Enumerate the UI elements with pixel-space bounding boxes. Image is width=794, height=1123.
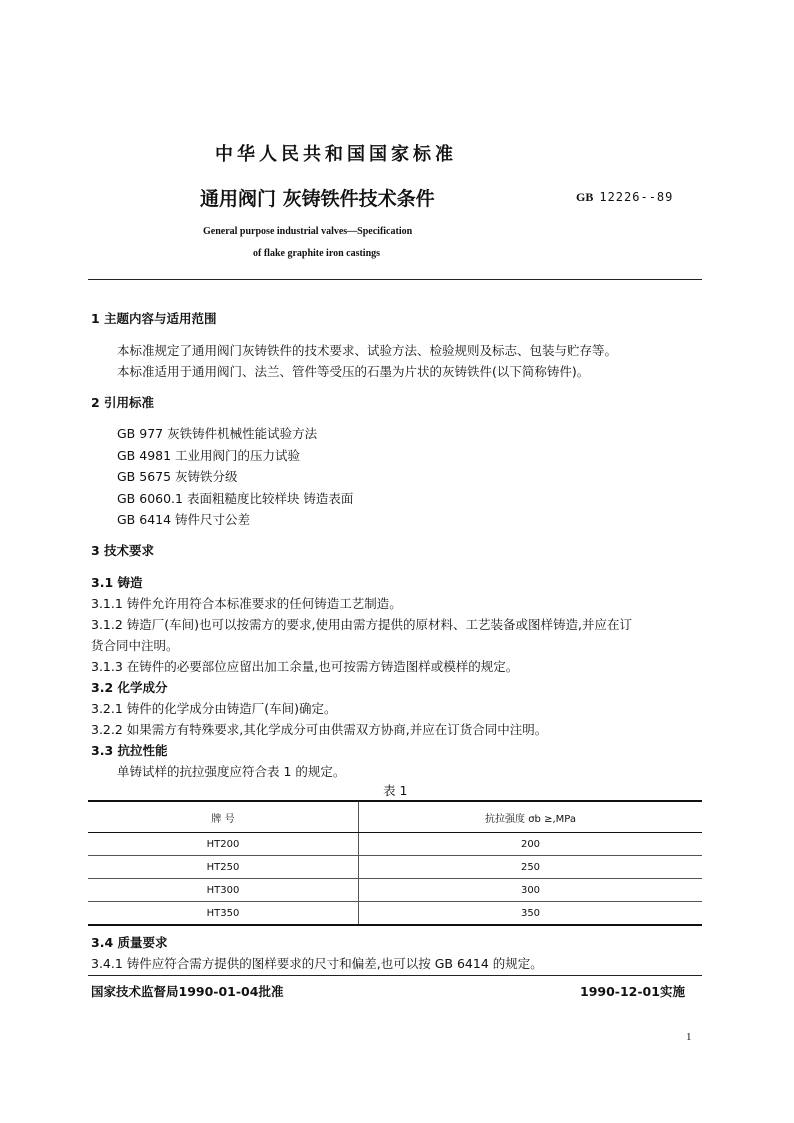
table-header-grade: 牌 号 (88, 801, 359, 833)
reference-item: GB 6414 铸件尺寸公差 (117, 512, 251, 527)
section-3-2-title: 3.2 化学成分 (91, 680, 168, 695)
reference-item: GB 5675 灰铸铁分级 (117, 469, 238, 484)
strength-cell: 300 (359, 879, 703, 902)
clause-3-1-2-b: 货合同中注明。 (91, 638, 179, 653)
code-number: 12226--89 (599, 190, 674, 204)
page-number: 1 (686, 1031, 692, 1043)
reference-item: GB 6060.1 表面粗糙度比较样块 铸造表面 (117, 491, 354, 506)
code-prefix: GB (576, 190, 594, 204)
clause-3-1-1: 3.1.1 铸件允许用符合本标准要求的任何铸造工艺制造。 (91, 596, 402, 611)
document-title: 通用阀门 灰铸铁件技术条件 (200, 188, 435, 210)
grade-cell: HT250 (88, 856, 359, 879)
clause-3-1-2-a: 3.1.2 铸造厂(车间)也可以按需方的要求,使用由需方提供的原材料、工艺装备或图样铸造,并应在订 (91, 617, 632, 632)
grade-cell: HT350 (88, 902, 359, 926)
tensile-strength-table (88, 800, 702, 926)
title-en-line1: General purpose industrial valves—Specification (203, 226, 413, 237)
section-2-title: 2 引用标准 (91, 395, 155, 410)
effective-date: 1990-12-01实施 (580, 984, 685, 999)
table-caption: 表 1 (383, 783, 408, 798)
title-en-line2: of flake graphite iron castings (253, 248, 381, 259)
table-header-row (88, 801, 702, 833)
section-3-3-title: 3.3 抗拉性能 (91, 743, 168, 758)
section-1-title: 1 主题内容与适用范围 (91, 311, 217, 326)
strength-cell: 200 (359, 833, 703, 856)
table-header-strength: 抗拉强度 σb ≥,MPa (359, 801, 703, 833)
clause-3-2-1: 3.2.1 铸件的化学成分由铸造厂(车间)确定。 (91, 701, 337, 716)
standard-code (576, 190, 673, 205)
clause-3-2-2: 3.2.2 如果需方有特殊要求,其化学成分可由供需双方协商,并应在订货合同中注明。 (91, 722, 548, 737)
section-1-para-1: 本标准规定了通用阀门灰铸铁件的技术要求、试验方法、检验规则及标志、包装与贮存等。 (117, 343, 618, 358)
table-row (88, 833, 702, 856)
section-3-title: 3 技术要求 (91, 543, 155, 558)
table-row (88, 879, 702, 902)
table-row (88, 856, 702, 879)
reference-item: GB 977 灰铁铸件机械性能试验方法 (117, 426, 318, 441)
strength-cell: 250 (359, 856, 703, 879)
table-row (88, 902, 702, 926)
grade-cell: HT300 (88, 879, 359, 902)
section-1-para-2: 本标准适用于通用阀门、法兰、管件等受压的石墨为片状的灰铸铁件(以下简称铸件)。 (117, 364, 590, 379)
clause-3-4-1: 3.4.1 铸件应符合需方提供的图样要求的尺寸和偏差,也可以按 GB 6414 的规定。 (91, 956, 543, 971)
section-3-3-para: 单铸试样的抗拉强度应符合表 1 的规定。 (117, 764, 346, 779)
header-rule (88, 279, 702, 280)
clause-3-1-3: 3.1.3 在铸件的必要部位应留出加工余量,也可按需方铸造图样或模样的规定。 (91, 659, 519, 674)
section-3-4-title: 3.4 质量要求 (91, 935, 168, 950)
reference-item: GB 4981 工业用阀门的压力试验 (117, 448, 301, 463)
footer-rule (88, 975, 702, 976)
grade-cell: HT200 (88, 833, 359, 856)
approval-date: 国家技术监督局1990-01-04批准 (91, 984, 284, 999)
standard-org: 中华人民共和国国家标准 (215, 144, 457, 165)
strength-cell: 350 (359, 902, 703, 926)
section-3-1-title: 3.1 铸造 (91, 575, 143, 590)
